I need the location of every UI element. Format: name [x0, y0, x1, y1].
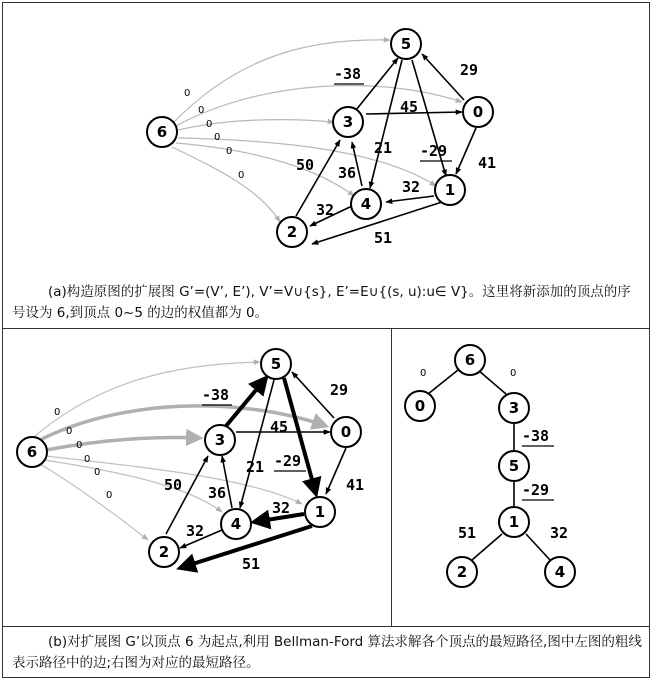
graph-b — [0, 328, 390, 628]
tree-node-6 — [455, 345, 485, 375]
weight-label-3-5: -38 — [334, 65, 362, 83]
zero-label: 0 — [206, 119, 213, 130]
edge-6-3 — [46, 438, 200, 451]
node-3 — [205, 425, 235, 455]
svg-text:6: 6 — [464, 351, 476, 369]
svg-text:5: 5 — [400, 35, 412, 53]
tree-edge-1-4 — [526, 534, 550, 560]
edge-1-4 — [386, 196, 434, 202]
tree-weight-1-4: 32 — [550, 524, 569, 542]
weight-label-3-5: -38 — [202, 386, 230, 404]
node-0 — [331, 417, 361, 447]
caption-a — [12, 282, 642, 324]
zero-label: 0 — [76, 440, 83, 451]
svg-text:3: 3 — [214, 431, 226, 449]
node-6 — [17, 437, 47, 467]
svg-text:6: 6 — [156, 123, 168, 141]
zero-label: 0 — [66, 426, 73, 437]
weight-label-2-3: 50 — [296, 156, 315, 174]
edge-6-3 — [178, 120, 334, 130]
weight-label-1-4: 32 — [272, 499, 291, 517]
svg-text:4: 4 — [230, 515, 242, 533]
zero-label: 0 — [84, 454, 91, 465]
tree-node-1 — [499, 507, 529, 537]
edge-5-4 — [240, 380, 274, 508]
edge-0-1 — [326, 448, 346, 494]
svg-text:6: 6 — [26, 443, 38, 461]
tree-weight-3-5: -38 — [522, 427, 550, 445]
svg-text:1: 1 — [314, 503, 326, 521]
node-6 — [147, 117, 177, 147]
zero-label: 0 — [94, 467, 101, 478]
svg-text:0: 0 — [414, 397, 426, 415]
node-5 — [261, 349, 291, 379]
tree-weight-6-3: 0 — [510, 368, 517, 379]
edge-6-2 — [172, 147, 280, 222]
node-3 — [333, 107, 363, 137]
node-4 — [221, 509, 251, 539]
edge-6-4 — [44, 460, 222, 512]
weight-label-1-4: 32 — [402, 178, 421, 196]
tree-node-2 — [447, 557, 477, 587]
caption-a-text: (a)构造原图的扩展图 G’=(V’, E’), V’=V∪{s}, E’=E∪{(s, u):u∈ V}。这里将新添加的顶点的序号设为 6,到顶点 0~5 的边的权值都为 0。 — [12, 284, 631, 321]
weight-label-3-0: 45 — [400, 98, 419, 116]
svg-text:3: 3 — [342, 113, 354, 131]
graph-a — [0, 0, 654, 330]
edge-5-1 — [284, 378, 316, 494]
node-1 — [305, 497, 335, 527]
svg-text:0: 0 — [340, 423, 352, 441]
edge-6-0 — [176, 86, 462, 126]
zero-label: 0 — [54, 407, 61, 418]
edge-5-4 — [370, 60, 402, 188]
svg-text:2: 2 — [158, 543, 170, 561]
weight-label-4-2: 32 — [316, 201, 335, 219]
tree-node-5 — [499, 451, 529, 481]
zero-label: 0 — [226, 146, 233, 157]
svg-text:4: 4 — [554, 563, 566, 581]
tree-edge-6-0 — [428, 370, 458, 394]
node-5 — [391, 29, 421, 59]
weight-label-3-0: 45 — [270, 418, 289, 436]
svg-text:1: 1 — [508, 513, 520, 531]
zero-label: 0 — [184, 88, 191, 99]
zero-label: 0 — [198, 105, 205, 116]
svg-text:4: 4 — [360, 195, 372, 213]
zero-label: 0 — [214, 132, 221, 143]
svg-text:5: 5 — [270, 355, 282, 373]
tree-weight-1-2: 51 — [458, 524, 477, 542]
node-2 — [277, 217, 307, 247]
zero-label: 0 — [238, 170, 245, 181]
svg-text:0: 0 — [472, 103, 484, 121]
weight-label-2-3: 50 — [164, 476, 183, 494]
tree-weight-5-1: -29 — [522, 481, 550, 499]
weight-label-4-3: 36 — [208, 484, 227, 502]
svg-text:5: 5 — [508, 457, 520, 475]
edge-0-5 — [292, 372, 334, 418]
svg-text:2: 2 — [456, 563, 468, 581]
node-2 — [149, 537, 179, 567]
weight-label-5-1: -29 — [274, 452, 302, 470]
svg-text:3: 3 — [508, 399, 520, 417]
shortest-path-tree — [392, 328, 652, 628]
caption-b — [12, 632, 642, 674]
node-1 — [435, 175, 465, 205]
tree-node-3 — [499, 393, 529, 423]
edge-3-5 — [226, 378, 266, 426]
weight-label-0-5: 29 — [330, 381, 349, 399]
node-0 — [463, 97, 493, 127]
caption-b-text: (b)对扩展图 G’以顶点 6 为起点,利用 Bellman-Ford 算法求解各个顶点的最短路径,图中左图的粗线表示路径中的边;右图为对应的最短路径。 — [12, 634, 642, 671]
weight-label-1-2: 51 — [374, 229, 393, 247]
zero-label: 0 — [106, 490, 113, 501]
svg-text:1: 1 — [444, 181, 456, 199]
weight-label-4-3: 36 — [338, 164, 357, 182]
weight-label-0-1: 41 — [478, 154, 497, 172]
tree-weight-6-0: 0 — [420, 368, 427, 379]
edge-0-1 — [456, 128, 476, 174]
weight-label-5-1: -29 — [420, 142, 448, 160]
node-4 — [351, 189, 381, 219]
weight-label-5-4: 21 — [246, 458, 265, 476]
tree-edge-6-3 — [478, 370, 506, 394]
tree-node-0 — [405, 391, 435, 421]
weight-label-0-5: 29 — [460, 61, 479, 79]
weight-label-5-4: 21 — [374, 139, 393, 157]
weight-label-0-1: 41 — [346, 476, 365, 494]
svg-text:2: 2 — [286, 223, 298, 241]
weight-label-4-2: 32 — [186, 522, 205, 540]
tree-edge-1-2 — [472, 534, 502, 560]
weight-label-1-2: 51 — [242, 555, 261, 573]
tree-node-4 — [545, 557, 575, 587]
edge-6-4 — [176, 143, 357, 196]
